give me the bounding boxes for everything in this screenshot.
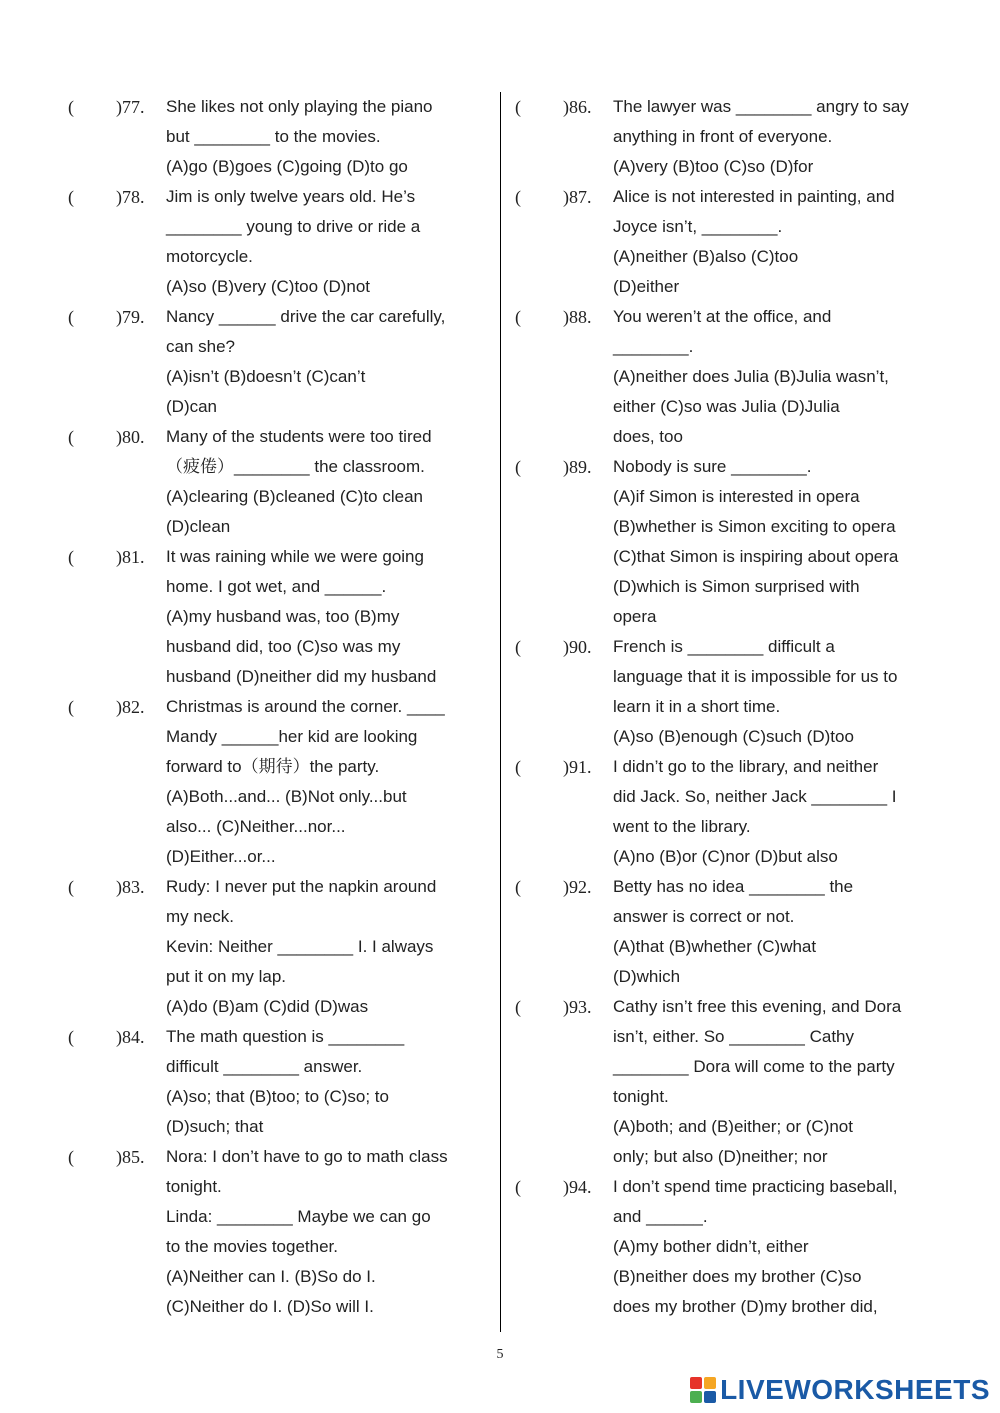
question-line: (D)such; that xyxy=(166,1117,264,1136)
question-number: )94. xyxy=(563,1177,592,1197)
liveworksheets-logo-icon xyxy=(690,1377,716,1403)
question-line: husband did, too (C)so was my xyxy=(166,637,401,656)
question-text: The math question is ________ xyxy=(166,1027,405,1046)
question-number: )78. xyxy=(116,187,145,207)
question-line: (D)either xyxy=(613,277,680,296)
question-text: Cathy isn’t free this evening, and Dora xyxy=(613,997,902,1016)
question-line: put it on my lap. xyxy=(166,967,287,986)
question-text: Nobody is sure ________. xyxy=(613,457,812,476)
answer-blank[interactable]: ( xyxy=(68,97,74,117)
answer-blank[interactable]: ( xyxy=(515,307,521,327)
question-line: my neck. xyxy=(166,907,235,926)
question-number: )90. xyxy=(563,637,592,657)
question-line: (A)neither (B)also (C)too xyxy=(613,247,799,266)
question-number: )80. xyxy=(116,427,145,447)
question-line: (A)that (B)whether (C)what xyxy=(613,937,817,956)
answer-blank[interactable]: ( xyxy=(68,877,74,897)
answer-blank[interactable]: ( xyxy=(68,427,74,447)
question-item xyxy=(68,92,488,182)
question-line: husband (D)neither did my husband xyxy=(166,667,437,686)
column-divider xyxy=(500,92,501,1332)
question-line: only; but also (D)neither; nor xyxy=(613,1147,828,1166)
question-text: I don’t spend time practicing baseball, xyxy=(613,1177,898,1196)
question-text: It was raining while we were going xyxy=(166,547,424,566)
question-line: answer is correct or not. xyxy=(613,907,795,926)
question-item xyxy=(68,422,488,542)
question-text: Rudy: I never put the napkin around xyxy=(166,877,437,896)
answer-blank[interactable]: ( xyxy=(515,757,521,777)
question-number: )84. xyxy=(116,1027,145,1047)
question-line: (A)clearing (B)cleaned (C)to clean xyxy=(166,487,423,506)
question-line: (A)so; that (B)too; to (C)so; to xyxy=(166,1087,389,1106)
answer-blank[interactable]: ( xyxy=(515,187,521,207)
question-text: Christmas is around the corner. ____ xyxy=(166,697,445,716)
question-item xyxy=(515,92,935,182)
question-text: Nancy ______ drive the car carefully, xyxy=(166,307,446,326)
question-line: motorcycle. xyxy=(166,247,253,266)
answer-blank[interactable]: ( xyxy=(515,1177,521,1197)
question-number: )88. xyxy=(563,307,592,327)
question-line: Joyce isn’t, ________. xyxy=(613,217,783,236)
question-line: but ________ to the movies. xyxy=(166,127,381,146)
question-line: Kevin: Neither ________ I. I always xyxy=(166,937,434,956)
question-line: does my brother (D)my brother did, xyxy=(613,1297,878,1316)
question-text: Alice is not interested in painting, and xyxy=(613,187,895,206)
question-item xyxy=(68,872,488,1022)
page-number: 5 xyxy=(496,1347,504,1362)
answer-blank[interactable]: ( xyxy=(515,97,521,117)
answer-blank[interactable]: ( xyxy=(68,547,74,567)
question-item xyxy=(68,1022,488,1142)
question-line: (A)Neither can I. (B)So do I. xyxy=(166,1267,376,1286)
question-number: )89. xyxy=(563,457,592,477)
question-line: Linda: ________ Maybe we can go xyxy=(166,1207,431,1226)
question-line: (D)can xyxy=(166,397,218,416)
question-line: language that it is impossible for us to xyxy=(613,667,898,686)
question-line: (A)neither does Julia (B)Julia wasn’t, xyxy=(613,367,889,386)
answer-blank[interactable]: ( xyxy=(68,1147,74,1167)
question-item xyxy=(515,872,935,992)
question-number: )82. xyxy=(116,697,145,717)
question-number: )77. xyxy=(116,97,145,117)
question-number: )92. xyxy=(563,877,592,897)
question-number: )83. xyxy=(116,877,145,897)
question-line: (C)that Simon is inspiring about opera xyxy=(613,547,899,566)
question-number: )87. xyxy=(563,187,592,207)
question-item xyxy=(68,302,488,422)
answer-blank[interactable]: ( xyxy=(68,1027,74,1047)
question-line: can she? xyxy=(166,337,235,356)
left-column xyxy=(68,92,488,1322)
question-line: (A)my bother didn’t, either xyxy=(613,1237,809,1256)
question-line: ________ young to drive or ride a xyxy=(166,217,421,236)
question-line: (A)my husband was, too (B)my xyxy=(166,607,400,626)
right-column xyxy=(515,92,935,1322)
question-line: (B)neither does my brother (C)so xyxy=(613,1267,862,1286)
question-line: and ______. xyxy=(613,1207,708,1226)
question-line: (D)which xyxy=(613,967,681,986)
question-text: Jim is only twelve years old. He’s xyxy=(166,187,416,206)
answer-blank[interactable]: ( xyxy=(68,187,74,207)
question-text: French is ________ difficult a xyxy=(613,637,835,656)
question-line: also... (C)Neither...nor... xyxy=(166,817,346,836)
question-line: went to the library. xyxy=(613,817,751,836)
question-line: tonight. xyxy=(613,1087,669,1106)
question-line: (A)no (B)or (C)nor (D)but also xyxy=(613,847,838,866)
question-item xyxy=(68,1142,488,1322)
question-line: anything in front of everyone. xyxy=(613,127,833,146)
question-line: （疲倦）________ the classroom. xyxy=(166,457,425,476)
question-line: (C)Neither do I. (D)So will I. xyxy=(166,1297,374,1316)
question-item xyxy=(68,182,488,302)
question-line: isn’t, either. So ________ Cathy xyxy=(613,1027,854,1046)
brand-logo-group[interactable] xyxy=(690,1374,990,1406)
question-item xyxy=(68,542,488,692)
answer-blank[interactable]: ( xyxy=(515,877,521,897)
question-text: Betty has no idea ________ the xyxy=(613,877,854,896)
question-line: (D)Either...or... xyxy=(166,847,276,866)
answer-blank[interactable]: ( xyxy=(68,307,74,327)
question-text: Nora: I don’t have to go to math class xyxy=(166,1147,448,1166)
question-line: home. I got wet, and ______. xyxy=(166,577,387,596)
question-item xyxy=(515,752,935,872)
question-line: learn it in a short time. xyxy=(613,697,781,716)
question-line: did Jack. So, neither Jack ________ I xyxy=(613,787,897,806)
question-item xyxy=(515,452,935,632)
question-line: (A)so (B)very (C)too (D)not xyxy=(166,277,371,296)
question-line: to the movies together. xyxy=(166,1237,338,1256)
question-number: )93. xyxy=(563,997,592,1017)
question-text: You weren’t at the office, and xyxy=(613,307,832,326)
question-item xyxy=(515,302,935,452)
question-line: forward to（期待）the party. xyxy=(166,757,380,776)
answer-blank[interactable]: ( xyxy=(515,637,521,657)
question-number: )91. xyxy=(563,757,592,777)
question-line: difficult ________ answer. xyxy=(166,1057,363,1076)
question-text: Many of the students were too tired xyxy=(166,427,432,446)
question-line: (A)go (B)goes (C)going (D)to go xyxy=(166,157,408,176)
question-line: Mandy ______her kid are looking xyxy=(166,727,418,746)
question-text: I didn’t go to the library, and neither xyxy=(613,757,879,776)
answer-blank[interactable]: ( xyxy=(515,457,521,477)
question-line: does, too xyxy=(613,427,683,446)
question-line: (A)both; and (B)either; or (C)not xyxy=(613,1117,853,1136)
question-item xyxy=(68,692,488,872)
question-line: (A)if Simon is interested in opera xyxy=(613,487,860,506)
question-number: )79. xyxy=(116,307,145,327)
question-item xyxy=(515,632,935,752)
question-number: )85. xyxy=(116,1147,145,1167)
answer-blank[interactable]: ( xyxy=(515,997,521,1017)
question-line: opera xyxy=(613,607,657,626)
question-item xyxy=(515,992,935,1172)
question-line: (D)which is Simon surprised with xyxy=(613,577,860,596)
answer-blank[interactable]: ( xyxy=(68,697,74,717)
question-item xyxy=(515,1172,935,1322)
question-item xyxy=(515,182,935,302)
question-line: (B)whether is Simon exciting to opera xyxy=(613,517,896,536)
question-number: )86. xyxy=(563,97,592,117)
question-line: either (C)so was Julia (D)Julia xyxy=(613,397,840,416)
question-line: (A)so (B)enough (C)such (D)too xyxy=(613,727,854,746)
question-line: tonight. xyxy=(166,1177,222,1196)
question-text: The lawyer was ________ angry to say xyxy=(613,97,909,116)
question-number: )81. xyxy=(116,547,145,567)
brand-name: LIVEWORKSHEETS xyxy=(720,1374,990,1405)
question-line: (A)isn’t (B)doesn’t (C)can’t xyxy=(166,367,366,386)
question-text: She likes not only playing the piano xyxy=(166,97,433,116)
question-line: (A)do (B)am (C)did (D)was xyxy=(166,997,369,1016)
question-line: (D)clean xyxy=(166,517,231,536)
question-line: ________. xyxy=(613,337,694,356)
question-line: (A)Both...and... (B)Not only...but xyxy=(166,787,407,806)
question-line: (A)very (B)too (C)so (D)for xyxy=(613,157,814,176)
question-line: ________ Dora will come to the party xyxy=(613,1057,895,1076)
